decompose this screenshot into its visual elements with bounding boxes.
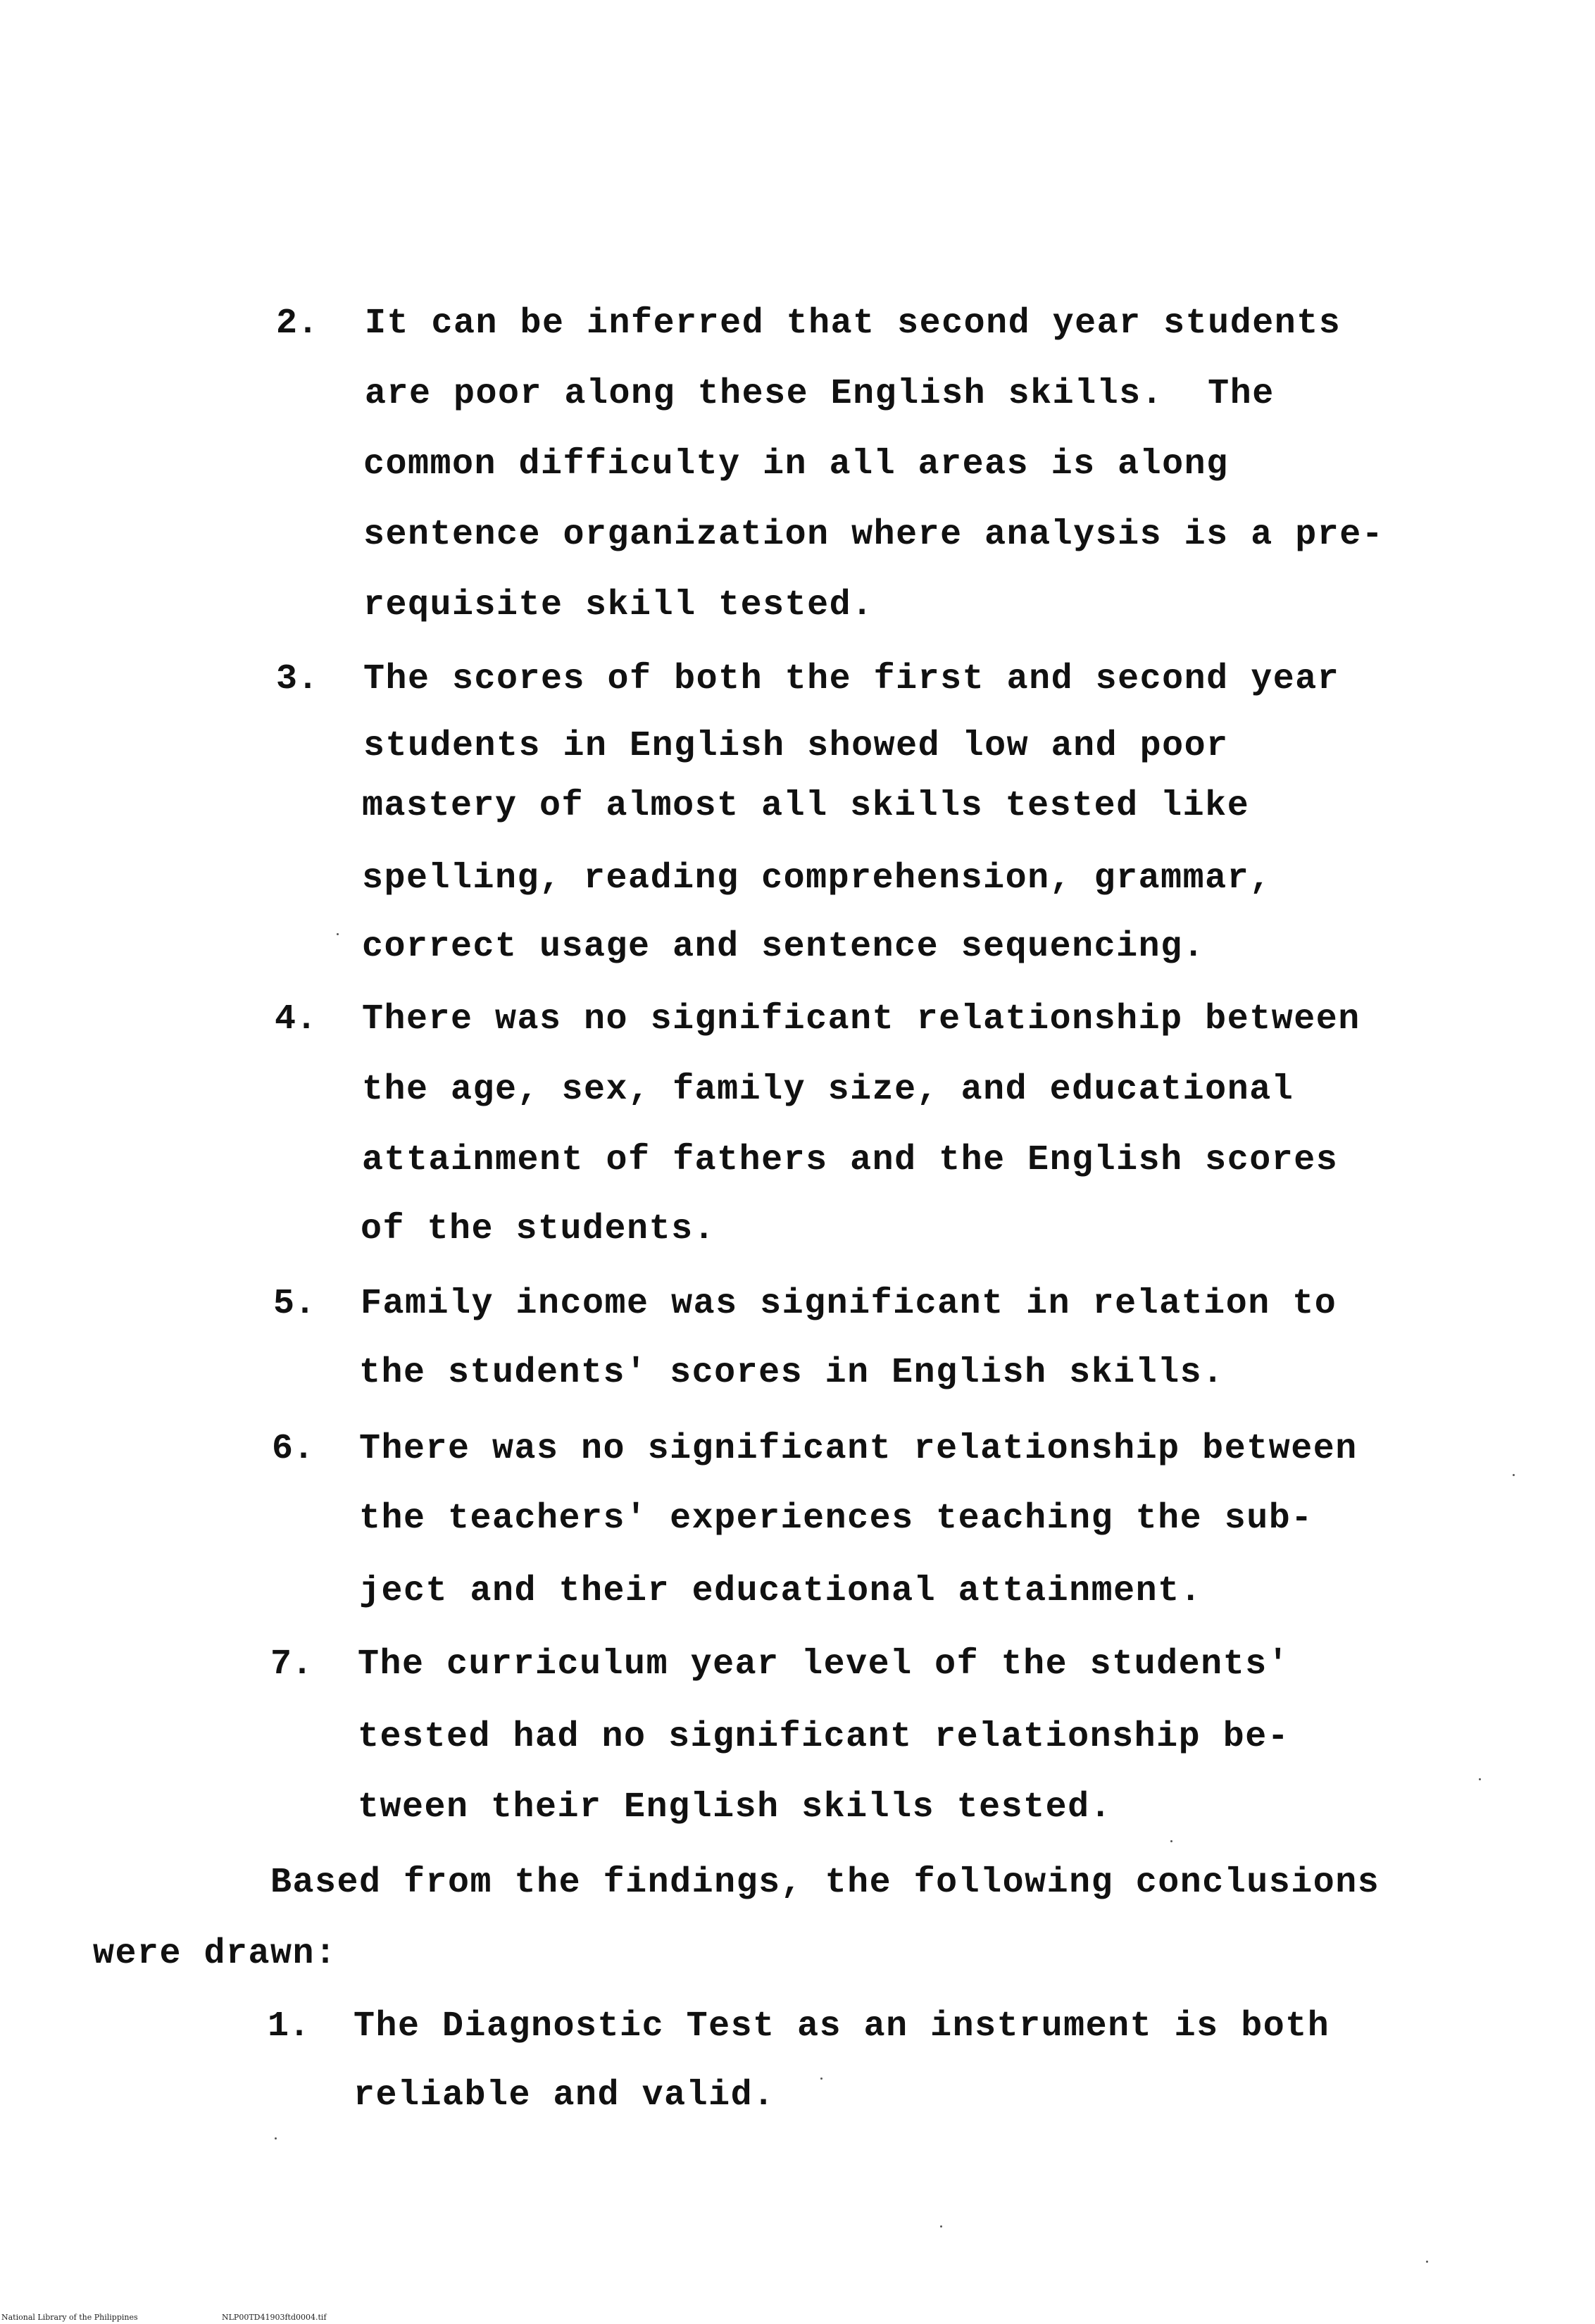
item-line: There was no significant relationship between — [359, 1429, 1358, 1469]
item-line: students in English showed low and poor — [363, 726, 1229, 766]
item-number: 7. — [270, 1644, 313, 1685]
item-line: tested had no significant relationship be- — [358, 1717, 1290, 1757]
item-line: sentence organization where analysis is a pre- — [363, 515, 1384, 555]
scan-speck — [1426, 2261, 1428, 2263]
scan-speck — [1513, 1474, 1515, 1476]
footer-library: National Library of the Philippines — [1, 2313, 138, 2322]
item-line: There was no significant relationship between — [362, 999, 1361, 1039]
item-number: 4. — [275, 999, 318, 1039]
item-line: the students' scores in English skills. — [359, 1353, 1225, 1393]
item-line: tween their English skills tested. — [358, 1787, 1113, 1828]
scan-speck — [337, 933, 339, 935]
item-line: of the students. — [361, 1209, 716, 1249]
item-number: 6. — [272, 1429, 315, 1469]
item-number: 2. — [276, 304, 319, 344]
item-line: the teachers' experiences teaching the sub- — [359, 1499, 1313, 1539]
item-number: 5. — [273, 1284, 316, 1324]
conclusion-line: reliable and valid. — [354, 2075, 775, 2116]
scan-speck — [1479, 1778, 1481, 1780]
item-number: 3. — [276, 659, 319, 699]
item-line: requisite skill tested. — [363, 585, 874, 625]
item-line: mastery of almost all skills tested like — [362, 786, 1250, 826]
paragraph-line: were drawn: — [93, 1934, 337, 1974]
scan-speck — [940, 2225, 942, 2228]
item-line: The scores of both the first and second year — [363, 659, 1340, 699]
item-line: ject and their educational attainment. — [359, 1571, 1203, 1611]
item-line: correct usage and sentence sequencing. — [362, 927, 1206, 967]
item-line: The curriculum year level of the students' — [358, 1644, 1290, 1685]
item-line: It can be inferred that second year students — [365, 304, 1341, 344]
footer-filename: NLP00TD41903ftd0004.tif — [222, 2313, 327, 2322]
conclusion-line: The Diagnostic Test as an instrument is both — [354, 2006, 1330, 2047]
item-line: are poor along these English skills. The — [365, 374, 1275, 414]
scan-speck — [820, 2078, 822, 2080]
scan-speck — [275, 2137, 277, 2139]
item-line: Family income was significant in relation to — [361, 1284, 1337, 1324]
paragraph-line: Based from the findings, the following conclusions — [270, 1863, 1380, 1903]
conclusion-number: 1. — [268, 2006, 311, 2047]
item-line: spelling, reading comprehension, grammar, — [362, 858, 1272, 899]
item-line: the age, sex, family size, and educational — [362, 1070, 1294, 1110]
item-line: attainment of fathers and the English scores — [362, 1140, 1339, 1180]
scan-speck — [1170, 1840, 1172, 1842]
item-line: common difficulty in all areas is along — [363, 444, 1229, 485]
